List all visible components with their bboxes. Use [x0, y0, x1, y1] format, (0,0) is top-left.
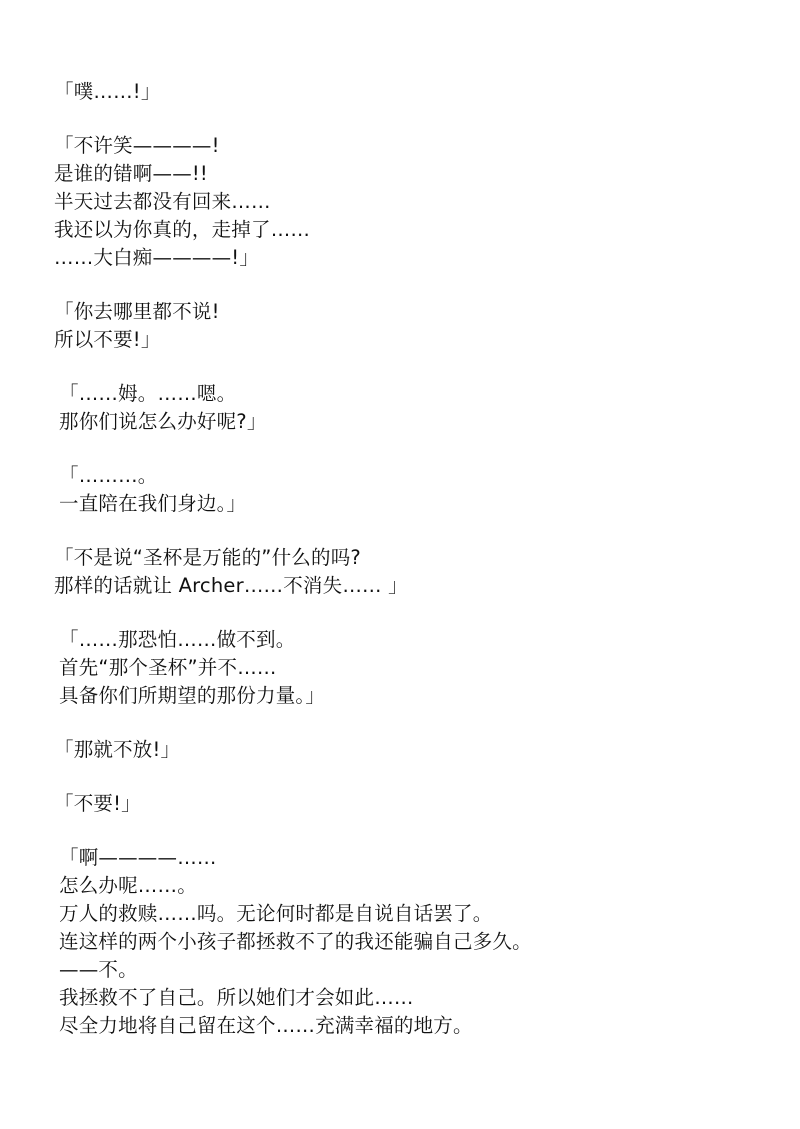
text-line: 连这样的两个小孩子都拯救不了的我还能骗自己多久。	[59, 930, 532, 953]
text-block	[54, 462, 746, 518]
text-line: 「你去哪里都不说!	[54, 300, 220, 323]
text-line: ——不。	[59, 958, 138, 981]
text-line: 我还以为你真的，走掉了……	[54, 218, 311, 241]
text-line: 「不要!」	[54, 792, 141, 815]
text-line: 我拯救不了自己。所以她们才会如此……	[59, 986, 414, 1009]
text-line: 「那就不放!」	[54, 738, 181, 761]
text-block	[54, 298, 746, 354]
text-block	[54, 544, 746, 600]
text-line: 「不是说“圣杯是万能的”什么的吗?	[54, 546, 361, 569]
text-block	[54, 790, 746, 818]
text-block	[54, 78, 746, 106]
text-line: ……大白痴————!」	[54, 246, 260, 269]
text-block	[54, 380, 746, 436]
text-line: 「啊————……	[59, 846, 217, 869]
text-line: 尽全力地将自己留在这个……充满幸福的地方。	[59, 1014, 473, 1037]
text-block	[54, 844, 746, 1040]
text-block	[54, 132, 746, 272]
text-block	[54, 736, 746, 764]
text-line: 「……那恐怕……做不到。	[59, 628, 296, 651]
text-line: 首先“那个圣杯”并不……	[59, 656, 277, 679]
text-line: 所以不要!」	[54, 328, 161, 351]
text-block	[54, 626, 746, 710]
text-line: 是谁的错啊——!!	[54, 162, 208, 185]
text-line: 「噗……!」	[54, 80, 161, 103]
document-body	[54, 78, 746, 1040]
text-line: 怎么办呢……。	[59, 874, 197, 897]
text-line: 「……姆。……嗯。	[59, 382, 237, 405]
text-line: 具备你们所期望的那份力量。」	[59, 684, 326, 707]
text-line: 那样的话就让 Archer……不消失…… 」	[54, 574, 408, 597]
text-line: 半天过去都没有回来……	[54, 190, 271, 213]
text-line: 一直陪在我们身边。」	[59, 492, 247, 515]
text-line: 「不许笑————!	[54, 134, 220, 157]
text-line: 万人的救赎……吗。无论何时都是自说自话罢了。	[59, 902, 493, 925]
text-line: 那你们说怎么办好呢?」	[59, 410, 267, 433]
text-line: 「………。	[59, 464, 158, 487]
